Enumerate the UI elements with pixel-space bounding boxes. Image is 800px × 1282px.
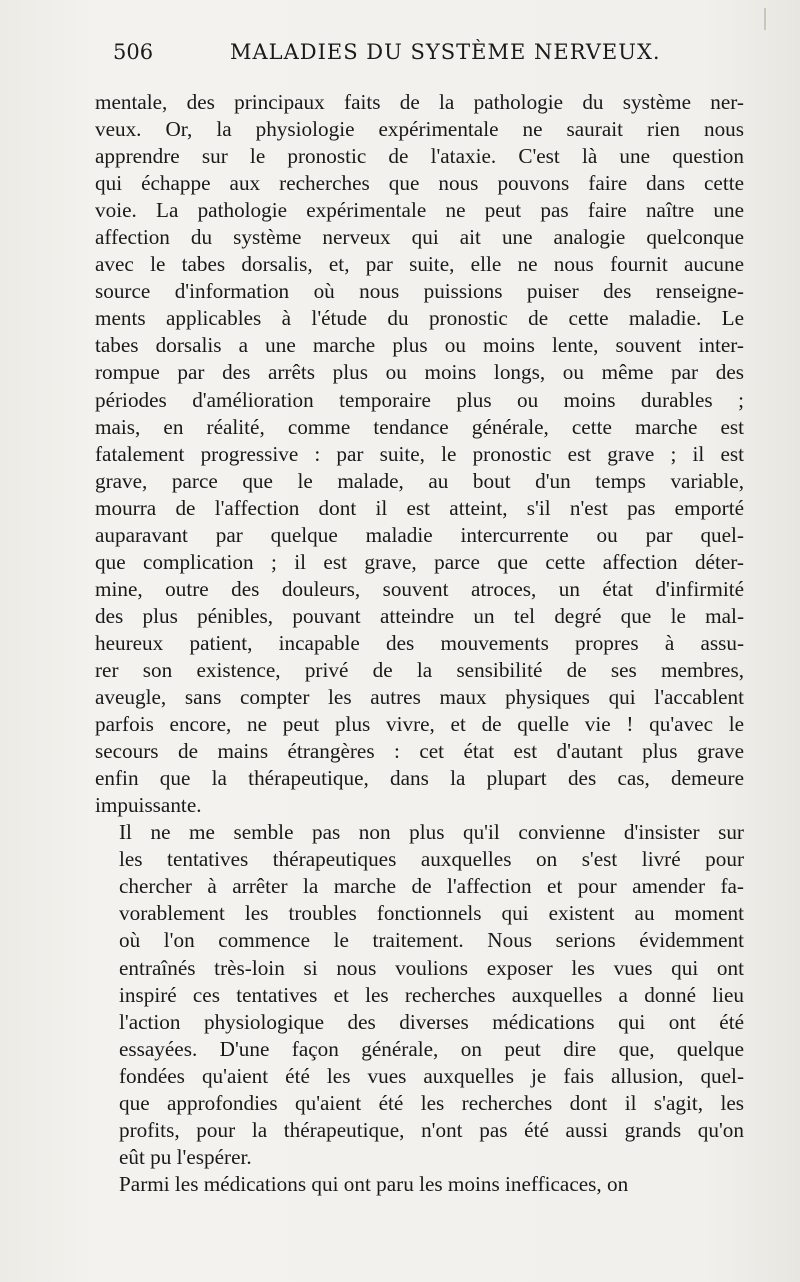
text-line: source d'information où nous puissions puiser des renseigne-: [95, 279, 744, 304]
body-text: [95, 89, 744, 1198]
text-line: qui échappe aux recherches que nous pouvons faire dans cette: [95, 171, 744, 196]
text-line: aveugle, sans compter les autres maux physiques qui l'accablent: [95, 685, 744, 710]
text-line: mentale, des principaux faits de la pathologie du système ner-: [95, 90, 744, 114]
text-line: entraînés très-loin si nous voulions exposer les vues qui ont: [119, 955, 744, 980]
text-line: où l'on commence le traitement. Nous serions évidemment: [119, 928, 744, 953]
text-line: rompue par des arrêts plus ou moins longs, ou même par des: [95, 360, 744, 385]
text-line: ments applicables à l'étude du pronostic de cette maladie. Le: [95, 306, 744, 331]
paragraph: [95, 819, 744, 1171]
page-number: 506: [113, 40, 154, 64]
text-line: que approfondies qu'aient été les recherches dont il s'agit, les: [119, 1090, 744, 1115]
text-line: affection du système nerveux qui ait une analogie quelconque: [95, 225, 744, 250]
text-line: profits, pour la thérapeutique, n'ont pas été aussi grands qu'on: [119, 1117, 744, 1142]
text-line: les tentatives thérapeutiques auxquelles on s'est livré pour: [119, 847, 744, 872]
text-line: Parmi les médications qui ont paru les moins inefficaces, on: [119, 1171, 629, 1196]
text-line: parfois encore, ne peut plus vivre, et de quelle vie ! qu'avec le: [95, 712, 744, 737]
text-line: mais, en réalité, comme tendance générale, cette marche est: [95, 414, 744, 439]
text-line: rer son existence, privé de la sensibilité de ses membres,: [95, 657, 744, 682]
text-line: voie. La pathologie expérimentale ne peut pas faire naître une: [95, 198, 744, 223]
text-line: fondées qu'aient été les vues auxquelles je fais allusion, quel-: [119, 1063, 744, 1088]
text-line: auparavant par quelque maladie intercurrente ou par quel-: [95, 522, 744, 547]
paragraph: [95, 89, 744, 819]
text-line: impuissante.: [95, 793, 202, 818]
text-line: enfin que la thérapeutique, dans la plupart des cas, demeure: [95, 766, 744, 791]
text-line: grave, parce que le malade, au bout d'un temps variable,: [95, 468, 744, 493]
text-line: l'action physiologique des diverses médications qui ont été: [119, 1009, 744, 1034]
text-line: fatalement progressive : par suite, le pronostic est grave ; il est: [95, 441, 744, 466]
text-line: des plus pénibles, pouvant atteindre un tel degré que le mal-: [95, 603, 744, 628]
text-line: essayées. D'une façon générale, on peut dire que, quelque: [119, 1036, 744, 1061]
text-line: que complication ; il est grave, parce que cette affection déter-: [95, 549, 744, 574]
text-line: heureux patient, incapable des mouvements propres à assu-: [95, 630, 744, 655]
scan-edge-mark: [764, 8, 766, 30]
text-line: périodes d'amélioration temporaire plus ou moins durables ;: [95, 387, 744, 412]
running-title: MALADIES DU SYSTÈME NERVEUX.: [230, 40, 661, 64]
text-line: apprendre sur le pronostic de l'ataxie. C'est là une question: [95, 144, 744, 169]
text-line: mine, outre des douleurs, souvent atroces, un état d'infirmité: [95, 576, 744, 601]
text-line: vorablement les troubles fonctionnels qui existent au moment: [119, 901, 744, 926]
text-line: avec le tabes dorsalis, et, par suite, elle ne nous fournit aucune: [95, 252, 744, 277]
text-line: secours de mains étrangères : cet état est d'autant plus grave: [95, 739, 744, 764]
text-line: eût pu l'espérer.: [119, 1144, 252, 1169]
page-header: [113, 40, 733, 74]
text-line: mourra de l'affection dont il est atteint, s'il n'est pas emporté: [95, 495, 744, 520]
text-line: Il ne me semble pas non plus qu'il convienne d'insister sur: [119, 820, 744, 845]
text-line: tabes dorsalis a une marche plus ou moins lente, souvent inter-: [95, 333, 744, 358]
text-line: inspiré ces tentatives et les recherches auxquelles a donné lieu: [119, 982, 744, 1007]
text-line: veux. Or, la physiologie expérimentale ne saurait rien nous: [95, 117, 744, 142]
text-line: chercher à arrêter la marche de l'affection et pour amender fa-: [119, 874, 744, 899]
paragraph: [95, 1171, 744, 1198]
